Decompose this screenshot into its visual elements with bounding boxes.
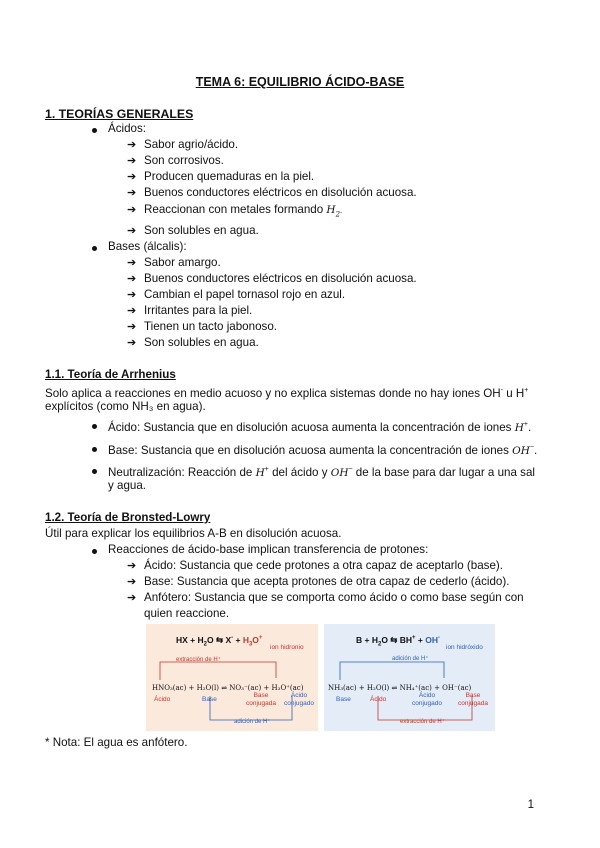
arrhenius-intro-line2: explícitos (como NH₃ en agua).: [45, 400, 206, 413]
base-property: Cambian el papel tornasol rojo en azul.: [144, 288, 346, 301]
transfer-label: adición de H⁺: [392, 656, 429, 662]
bullet-dot: [92, 549, 97, 554]
bullet-dot: [92, 246, 97, 251]
bottom-transfer-label: adición de H⁺: [234, 719, 271, 725]
bullet-dot: [92, 424, 97, 429]
bullet-dot: [92, 469, 97, 474]
arrow-icon: ➔: [127, 337, 137, 349]
acid-property-metals: Reaccionan con metales formando $H_2$.: [144, 203, 343, 219]
species-label: Base: [336, 696, 351, 703]
hydronium-label: ion hidronio: [270, 644, 304, 651]
bronsted-item-line2: quien reaccione.: [144, 607, 230, 620]
arrow-icon: ➔: [127, 289, 137, 301]
species-label: Base conjugada: [246, 692, 276, 707]
species-label: Ácido conjugado: [412, 692, 442, 707]
note: * Nota: El agua es anfótero.: [45, 736, 188, 749]
acid-property: Buenos conductores eléctricos en disolución acuosa.: [144, 186, 417, 199]
bullet-dot: [92, 128, 97, 133]
arrow-icon: ➔: [127, 560, 137, 572]
bronsted-bullet: Reacciones de ácido-base implican transferencia de protones:: [108, 543, 429, 556]
acid-property: Son solubles en agua.: [144, 224, 259, 237]
species-label: Ácido: [154, 696, 171, 703]
arrow-icon: ➔: [127, 257, 137, 269]
section-1-2-heading: 1.2. Teoría de Bronsted-Lowry: [45, 511, 211, 524]
arrhenius-neutralization: Neutralización: Reacción de H+ del ácido y OH− de la base para dar lugar a una sal: [108, 465, 535, 479]
arrow-icon: ➔: [127, 204, 137, 216]
bullet-dot: [92, 447, 97, 452]
base-property: Buenos conductores eléctricos en disolución acuosa.: [144, 272, 417, 285]
bronsted-item: Base: Sustancia que acepta protones de otra capaz de cederlo (ácido).: [144, 575, 510, 588]
base-property: Son solubles en agua.: [144, 336, 259, 349]
arrow-icon: ➔: [127, 171, 137, 183]
base-property: Sabor amargo.: [144, 256, 221, 269]
arrow-icon: ➔: [127, 139, 137, 151]
bases-label: Bases (álcalis):: [108, 240, 187, 253]
bottom-transfer-label: extracción de H⁺: [400, 719, 445, 725]
species-label: Ácido: [370, 696, 387, 703]
page-title: TEMA 6: EQUILIBRIO ÁCIDO-BASE: [195, 75, 405, 89]
section-1-1-heading: 1.1. Teoría de Arrhenius: [45, 368, 176, 381]
hydroxide-label: ion hidróxido: [446, 644, 483, 651]
arrow-icon: ➔: [127, 305, 137, 317]
transfer-arrows: [146, 624, 318, 731]
base-property: Irritantes para la piel.: [144, 304, 253, 317]
arrhenius-neutralization-line2: y agua.: [108, 479, 147, 492]
arrhenius-base: Base: Sustancia que en disolución acuosa aumenta la concentración de iones OH−.: [108, 443, 538, 457]
bronsted-item: Anfótero: Sustancia que se comporta como ácido o como base según con: [144, 591, 524, 604]
transfer-label: extracción de H⁺: [176, 657, 221, 663]
arrow-icon: ➔: [127, 273, 137, 285]
diagram-equation: HX + $H_2O$ ⇆ $X^- + H_3O^+$: [176, 634, 263, 648]
base-reaction-diagram: [324, 624, 495, 731]
species-label: Base conjugada: [458, 692, 488, 707]
arrow-icon: ➔: [127, 321, 137, 333]
arrhenius-acid: Ácido: Sustancia que en disolución acuosa aumenta la concentración de iones H+.: [108, 420, 532, 434]
acid-property: Son corrosivos.: [144, 154, 224, 167]
species-label: Ácido conjugado: [284, 692, 314, 707]
arrow-icon: ➔: [127, 592, 137, 604]
bronsted-item: Ácido: Sustancia que cede protones a otra capaz de aceptarlo (base).: [144, 559, 503, 572]
arrow-icon: ➔: [127, 187, 137, 199]
species-label: Base: [202, 696, 217, 703]
acid-property: Producen quemaduras en la piel.: [144, 170, 315, 183]
arrow-icon: ➔: [127, 225, 137, 237]
acid-property: Sabor agrio/ácido.: [144, 138, 239, 151]
bronsted-intro: Útil para explicar los equilibrios A-B en disolución acuosa.: [45, 527, 342, 540]
arrhenius-intro: Solo aplica a reacciones en medio acuoso y no explica sistemas donde no hay iones OH- u H+: [45, 386, 529, 400]
nh3-reaction: NH₃(ac) + H₂O(l) ⇌ NH₄⁺(ac) + OH⁻(ac): [328, 684, 472, 692]
arrow-icon: ➔: [127, 576, 137, 588]
hno3-reaction: HNO₃(ac) + H₂O(l) ⇌ NO₃⁻(ac) + H₃O⁺(ac): [152, 684, 304, 692]
arrow-icon: ➔: [127, 155, 137, 167]
page-number: 1: [527, 799, 534, 811]
base-property: Tienen un tacto jabonoso.: [144, 320, 277, 333]
acids-label: Ácidos:: [108, 122, 147, 135]
diagram-equation: $B + H_2O$ ⇆ BH+ + OH-: [356, 634, 440, 648]
section-1-heading: 1. TEORÍAS GENERALES: [45, 107, 194, 121]
hx-reaction-diagram: [146, 624, 318, 731]
